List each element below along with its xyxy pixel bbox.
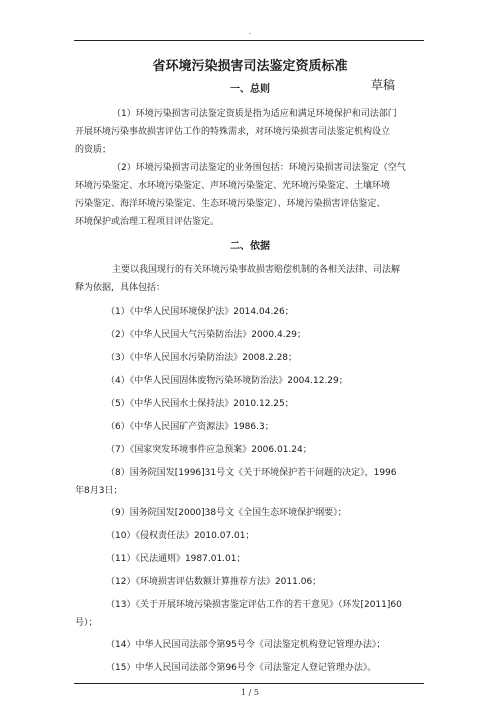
list-item: （6）《中华人民国矿产资源法》1986.3；: [106, 422, 274, 432]
list-item: （8）国务院国发[1996]31号文《关于环境保护若干问题的决定》，1996: [106, 468, 397, 478]
page-number: 1 / 5: [241, 688, 259, 697]
body-line: 的资质；: [75, 145, 112, 155]
footer-rule: [74, 683, 424, 684]
body-line: 释为依据，具体包括：: [75, 283, 166, 293]
list-item: （4）《中华人民国固体废物污染环境防治法》2004.12.29；: [106, 376, 348, 386]
list-item: （7）《国家突发环境事件应急预案》2006.01.24；: [106, 445, 312, 455]
header-mark: .: [248, 28, 252, 36]
list-item: （11）《民法通则》1987.01.01；: [106, 554, 246, 564]
list-item: （15）中华人民国司法部令第96号令《司法鉴定人登记管理办法》。: [106, 663, 377, 673]
list-item: （1）《中华人民国环境保护法》2014.04.26；: [106, 307, 294, 317]
body-line: （2）环境污染损害司法鉴定的业务围包括：环境污染损害司法鉴定（空气: [112, 163, 406, 173]
list-item-continuation: 年8月3日；: [75, 486, 123, 496]
body-line: 主要以我国现行的有关环境污染事故损害赔偿机制的各相关法律、司法解: [112, 265, 401, 275]
body-line: 开展环境污染事故损害评估工作的特殊需求，对环境污染损害司法鉴定机构设立: [75, 127, 391, 137]
list-item: （14）中华人民国司法部令第95号令《司法鉴定机构登记管理办法》；: [106, 640, 386, 650]
draft-stamp: 草稿: [371, 78, 396, 92]
body-line: 污染鉴定、海洋环境污染鉴定、生态环境污染鉴定）、环境污染损害评估鉴定、: [75, 199, 386, 209]
section-heading-basis: 二、依据: [230, 241, 270, 252]
list-item-continuation: 号）；: [75, 618, 98, 628]
list-item: （12）《环境损害评估数额计算推荐方法》2011.06；: [106, 577, 322, 587]
body-line: 环境保护或治理工程项目评估鉴定。: [75, 217, 220, 227]
list-item: （10）《侵权责任法》2010.07.01；: [106, 531, 255, 541]
header-rule: [74, 40, 424, 41]
list-item: （3）《中华人民国水污染防治法》2008.2.28；: [106, 353, 298, 363]
list-item: （9）国务院国发[2000]38号文《全国生态环境保护纲要》；: [106, 508, 347, 518]
list-item: （2）《中华人民国大气污染防治法》2000.4.29；: [106, 330, 307, 340]
body-line: （1）环境污染损害司法鉴定资质是指为适应和满足环境保护和司法部门: [112, 109, 397, 119]
list-item: （13）《关于开展环境污染损害鉴定评估工作的若干意见》（环发[2011]60: [106, 600, 402, 610]
document-title: 省环境污染损害司法鉴定资质标准: [152, 59, 348, 74]
section-heading-general: 一、总则: [230, 84, 270, 95]
body-line: 环境污染鉴定、水环境污染鉴定、声环境污染鉴定、光环境污染鉴定、土壤环境: [75, 181, 391, 191]
list-item: （5）《中华人民国水土保持法》2010.12.25；: [106, 399, 294, 409]
